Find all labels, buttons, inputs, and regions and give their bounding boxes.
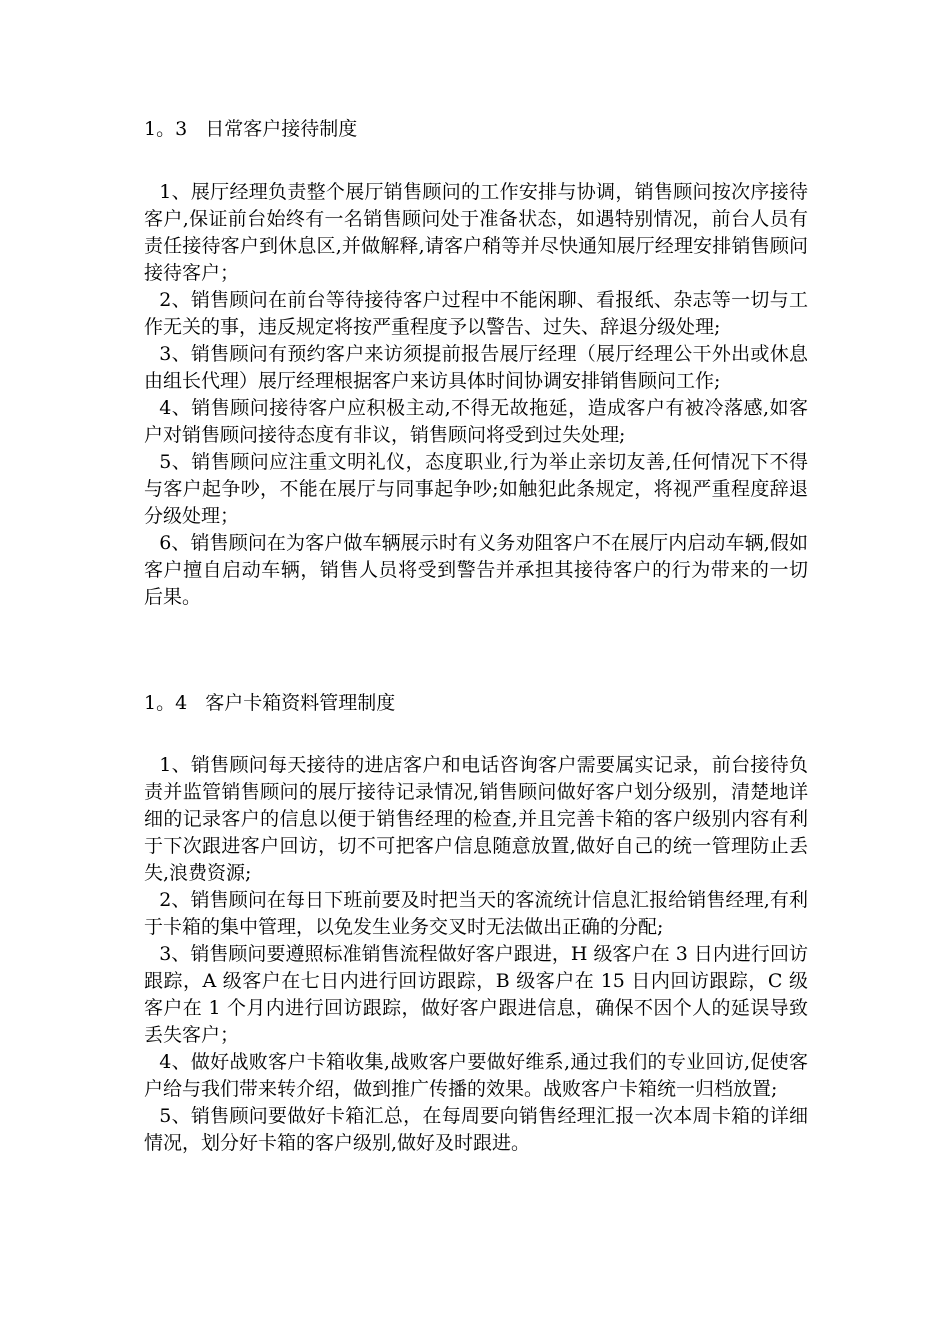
paragraph: 3、销售顾问要遵照标准销售流程做好客户跟进，H 级客户在 3 日内进行回访跟踪，A 级客户在七日内进行回访跟踪，B 级客户在 15 日内回访跟踪，C 级客户在 1 个月内进行回访跟踪，做好客户跟进信息，确保不因个人的延误导致丢失客户； [144,943,808,1046]
section-heading: 1。4 客户卡箱资料管理制度 [144,692,396,714]
paragraph: 6、销售顾问在为客户做车辆展示时有义务劝阻客户不在展厅内启动车辆,假如客户擅自启动车辆，销售人员将受到警告并承担其接待客户的行为带来的一切后果。 [144,532,808,608]
paragraph: 4、销售顾问接待客户应积极主动,不得无故拖延，造成客户有被冷落感,如客户对销售顾问接待态度有非议，销售顾问将受到过失处理; [144,397,808,446]
paragraph: 3、销售顾问有预约客户来访须提前报告展厅经理（展厅经理公干外出或休息由组长代理）展厅经理根据客户来访具体时间协调安排销售顾问工作; [144,343,808,392]
paragraph: 5、销售顾问要做好卡箱汇总，在每周要向销售经理汇报一次本周卡箱的详细情况，划分好卡箱的客户级别,做好及时跟进。 [144,1105,808,1154]
section-heading: 1。3 日常客户接待制度 [144,118,358,140]
paragraph: 2、销售顾问在前台等待接待客户过程中不能闲聊、看报纸、杂志等一切与工作无关的事，违反规定将按严重程度予以警告、过失、辞退分级处理; [144,289,808,338]
section-body [144,752,808,1157]
paragraph: 1、销售顾问每天接待的进店客户和电话咨询客户需要属实记录，前台接待负责并监管销售顾问的展厅接待记录情况,销售顾问做好客户划分级别，清楚地详细的记录客户的信息以便于销售经理的检查,并且完善卡箱的客户级别内容有利于下次跟进客户回访，切不可把客户信息随意放置,做好自己的统一管理防止丢失,浪费资源; [144,754,808,884]
section-body [144,179,808,611]
paragraph: 2、销售顾问在每日下班前要及时把当天的客流统计信息汇报给销售经理,有利于卡箱的集中管理，以免发生业务交叉时无法做出正确的分配; [144,889,808,938]
paragraph: 4、做好战败客户卡箱收集,战败客户要做好维系,通过我们的专业回访,促使客户给与我们带来转介绍，做到推广传播的效果。战败客户卡箱统一归档放置; [144,1051,808,1100]
paragraph: 5、销售顾问应注重文明礼仪，态度职业,行为举止亲切友善,任何情况下不得与客户起争吵，不能在展厅与同事起争吵;如触犯此条规定，将视严重程度辞退分级处理； [144,451,808,527]
paragraph: 1、展厅经理负责整个展厅销售顾问的工作安排与协调，销售顾问按次序接待客户,保证前台始终有一名销售顾问处于准备状态，如遇特别情况，前台人员有责任接待客户到休息区,并做解释,请客户稍等并尽快通知展厅经理安排销售顾问接待客户； [144,181,808,284]
